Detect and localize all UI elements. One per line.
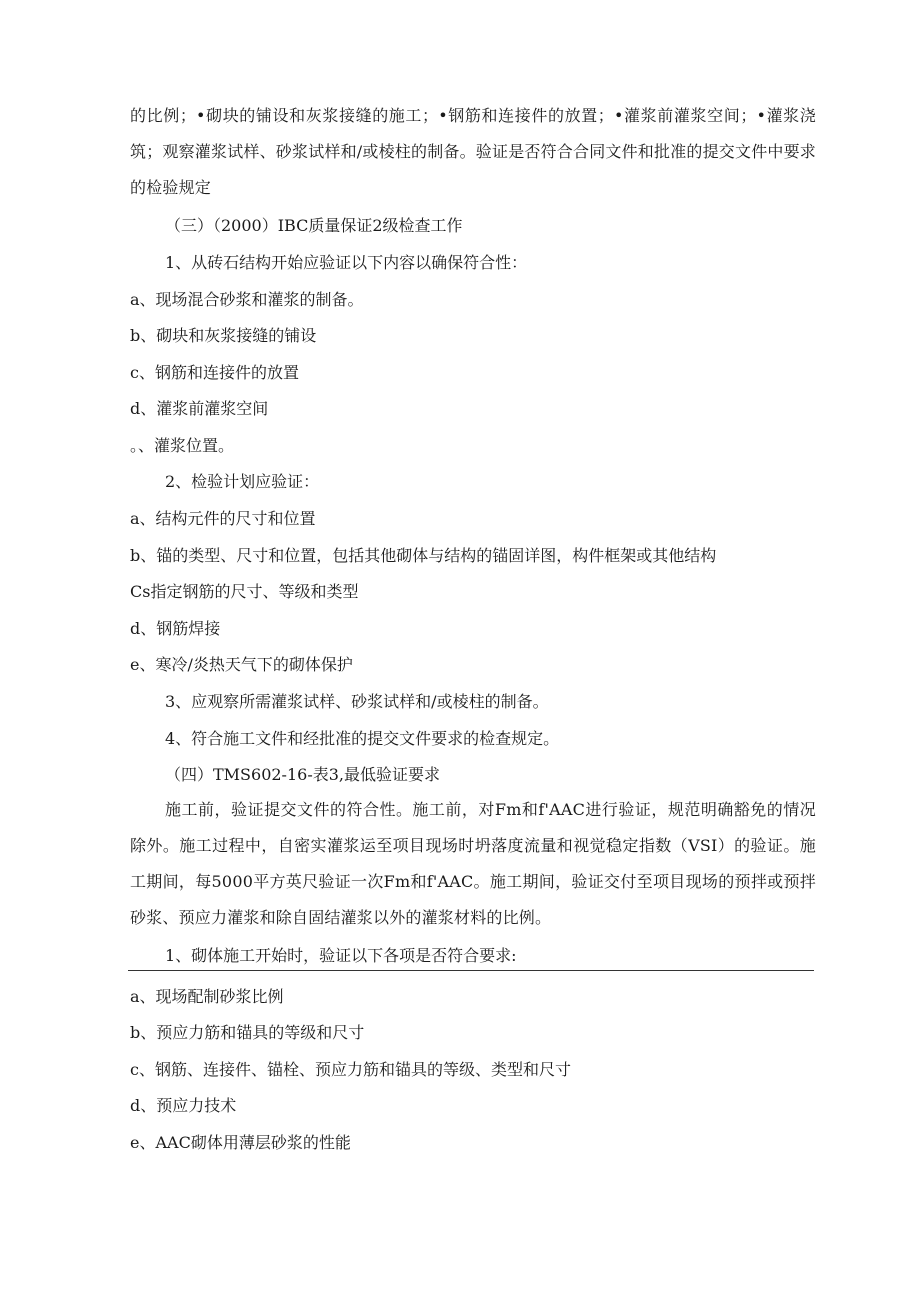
list-item: c、钢筋和连接件的放置: [130, 363, 299, 382]
list-item: Cs指定钢筋的尺寸、等级和类型: [130, 582, 359, 601]
list-item: 4、符合施工文件和经批准的提交文件要求的检查规定。: [165, 729, 560, 748]
list-item: d、钢筋焊接: [130, 619, 221, 638]
list-item: d、灌浆前灌浆空间: [130, 399, 269, 418]
list-item: a、结构元件的尺寸和位置: [130, 509, 316, 528]
horizontal-rule: [128, 970, 814, 971]
list-item: e、寒冷/炎热天气下的砌体保护: [130, 655, 353, 674]
list-item: d、预应力技术: [130, 1096, 237, 1115]
list-item: 1、砌体施工开始时，验证以下各项是否符合要求:: [165, 946, 517, 965]
list-item: c、钢筋、连接件、锚栓、预应力筋和锚具的等级、类型和尺寸: [130, 1060, 571, 1079]
list-item: 2、检验计划应验证：: [165, 472, 320, 491]
list-item: b、锚的类型、尺寸和位置，包括其他砌体与结构的锚固详图，构件框架或其他结构: [130, 546, 717, 565]
list-item: 。、灌浆位置。: [130, 436, 235, 455]
list-item: b、砌块和灰浆接缝的铺设: [130, 326, 317, 345]
list-item: b、预应力筋和锚具的等级和尺寸: [130, 1023, 365, 1042]
intro-paragraph: 的比例；•砌块的铺设和灰浆接缝的施工；•钢筋和连接件的放置；•灌浆前灌浆空间；•灌浆浇筑；观察灌浆试样、砂浆试样和/或棱柱的制备。验证是否符合合同文件和批准的提交文件中要求的检验规定: [130, 106, 816, 197]
list-item: a、现场混合砂浆和灌浆的制备。: [130, 290, 364, 309]
list-item: 1、从砖石结构开始应验证以下内容以确保符合性：: [165, 253, 528, 272]
section-heading-4: （四）TMS602-16-表3,最低验证要求: [165, 765, 440, 784]
list-item: a、现场配制砂浆比例: [130, 987, 284, 1006]
list-item: e、AAC砌体用薄层砂浆的性能: [130, 1133, 351, 1152]
list-item: 3、应观察所需灌浆试样、砂浆试样和/或棱柱的制备。: [165, 692, 549, 711]
body-paragraph: 施工前，验证提交文件的符合性。施工前，对Fm和f'AAC进行验证，规范明确豁免的情况除外。施工过程中，自密实灌浆运至项目现场时坍落度流量和视觉稳定指数（VSI）的验证。施工期间，每5000平方英尺验证一次Fm和f'AAC。施工期间，验证交付至项目现场的预拌或预拌砂浆、预应力灌浆和除自固结灌浆以外的灌浆材料的比例。: [130, 800, 816, 927]
section-heading-3: （三）（2000）IBC质量保证2级检查工作: [165, 216, 463, 235]
